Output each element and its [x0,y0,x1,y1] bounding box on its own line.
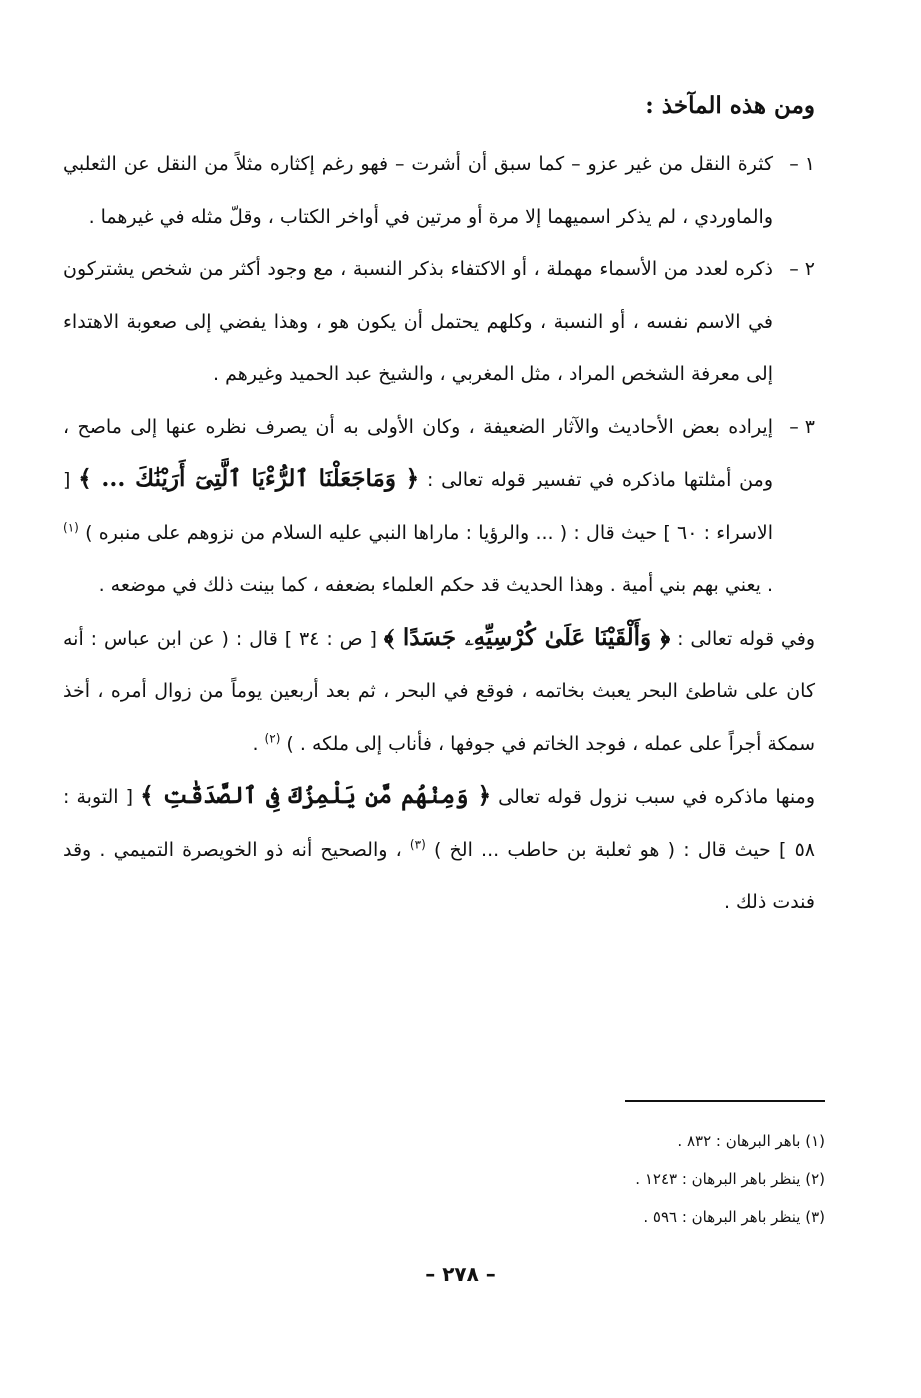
text-segment: ، والصحيح أنه ذو الخويصرة التميمي . وقد فندت ذلك . [63,838,815,913]
list-item-1 [63,138,815,243]
footnotes [425,1122,825,1236]
item-number: ١ – [789,153,815,175]
text-segment: [ الاسراء : ٦٠ ] حيث قال : ( ... والرؤيا : ماراها النبي عليه السلام من نزوهم على منبره ) [63,469,773,544]
body-text [63,138,815,929]
footnote-2: (٢) ينظر باهر البرهان : ١٢٤٣ . [635,1170,825,1188]
text-segment: . يعني بهم بني أمية . وهذا الحديث قد حكم العلماء بضعفه ، كما بينت ذلك في موضعه . [98,574,773,596]
quran-verse: ﴿ وَأَلْقَيْنَا عَلَىٰ كُرْسِيِّهِۦ جَسَدًا ﴾ [383,623,671,651]
text-segment: [ التوبة : ٥٨ ] حيث قال : ( هو ثعلبة بن حاطب ... الخ ) [63,786,815,861]
footnote-divider [625,1100,825,1102]
item-text: كثرة النقل من غير عزو – كما سبق أن أشرت – فهو رغم إكثاره مثلاً من النقل عن الثعلبي والماوردي ، لم يذكر اسميهما إلا مرة أو مرتين في أواخر الكتاب ، وقلّ مثله في غيرهما . [63,153,773,228]
section-heading: ومن هذه المآخذ : [645,92,815,119]
footnote-ref: (٢) [264,731,281,746]
quran-verse: ﴿ وَمَاجَعَلْنَا ٱلرُّءْيَا ٱلَّتِىٓ أَرَيْنَٰكَ ... ﴾ [78,465,420,492]
paragraph-text [63,612,815,771]
text-segment: وفي قوله تعالى : [677,627,816,650]
item-number: ٣ – [789,415,815,438]
footnote-ref: (٣) [409,837,426,852]
item-text: ذكره لعدد من الأسماء مهملة ، أو الاكتفاء بذكر النسبة ، مع وجود أكثر من شخص يشتركون في الاسم نفسه ، أو النسبة ، وكلهم يحتمل أن يكون هو ، وهذا يفضي إلى صعوبة الاهتداء إلى معرفة الشخص المراد ، مثل المغربي ، والشيخ عبد الحميد وغيرهم . [63,258,773,385]
paragraph-3 [63,770,815,929]
text-segment: [ ص : ٣٤ ] قال : ( عن ابن عباس : أنه كان على شاطئ البحر يعبث بخاتمه ، فوقع في البحر ، ثم بعد أربعين يوماً من زوال أمره ، أخذ سمكة أجراً على عمله ، فوجد الخاتم في جوفها ، فأناب إلى ملكه . ) [63,627,815,755]
footnote-1: (١) باهر البرهان : ٨٣٢ . [677,1132,825,1150]
footnote-ref: (١) [63,520,79,535]
text-segment: . [252,732,259,755]
text-segment: ومنها ماذكره في سبب نزول قوله تعالى [498,786,816,808]
footnote-3: (٣) ينظر باهر البرهان : ٥٩٦ . [643,1208,825,1226]
text-segment: إيراده بعض الأحاديث والآثار الضعيفة ، وكان الأولى به أن يصرف نظره عنها إلى ماصح ، ومن أمثلتها ماذكره في تفسير قوله تعالى : [63,415,773,491]
item-number: ٢ – [789,258,815,280]
paragraph-2 [63,612,815,771]
quran-verse: ﴿ وَمِنْهُم مَّن يَلْمِزُكَ فِى ٱلصَّدَقَٰتِ ﴾ [140,782,492,809]
paragraph-text [63,770,815,929]
page-number: – ٢٧٨ – [425,1262,496,1286]
list-item-2 [63,243,815,401]
item-text [63,401,773,612]
list-item-3 [63,401,815,612]
